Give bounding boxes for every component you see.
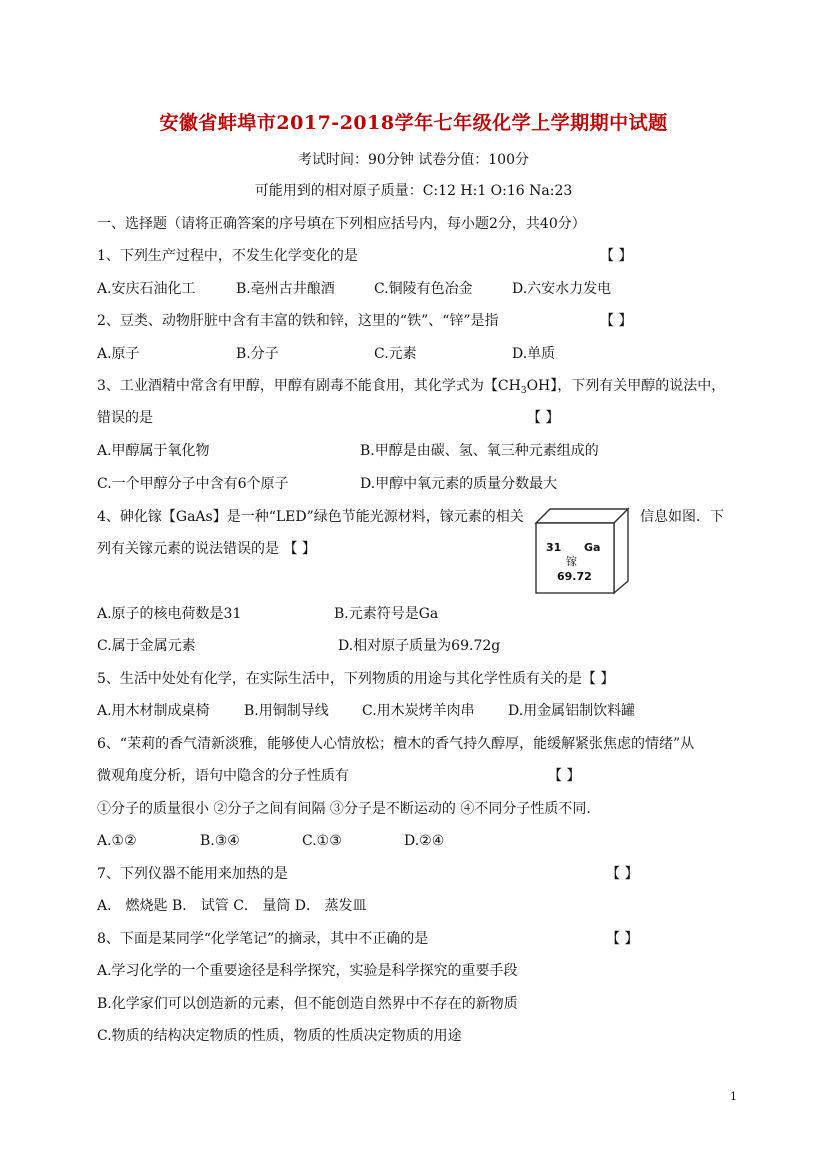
option-b: B.用铜制导线 (244, 703, 329, 719)
element-mass: 69.72 (557, 570, 592, 583)
question-4-stem: 4、砷化镓【GaAs】是一种“LED”绿色节能光源材料，镓元素的相关 (97, 509, 524, 525)
question-1-stem: 1、下列生产过程中，不发生化学变化的是 (97, 248, 358, 264)
option-b: B.化学家们可以创造新的元素，但不能创造自然界中不存在的新物质 (97, 996, 518, 1012)
option-d: D.用金属铝制饮料罐 (508, 703, 636, 719)
option-b: B.元素符号是Ga (334, 606, 439, 622)
subscript: 3 (520, 386, 527, 396)
option-a: A.①② (97, 833, 137, 849)
question-3-stem-cont: 错误的是 (97, 410, 153, 426)
option-d: D.甲醇中氧元素的质量分数最大 (360, 476, 558, 492)
element-number: 31 (546, 541, 562, 554)
answer-bracket: 【 】 (527, 410, 560, 426)
question-7-stem: 7、下列仪器不能用来加热的是 (97, 866, 288, 882)
question-5-stem: 5、生活中处处有化学，在实际生活中，下列物质的用途与其化学性质有关的是【 】 (97, 671, 615, 687)
option-a: A.学习化学的一个重要途径是科学探究，实验是科学探究的重要手段 (97, 963, 518, 979)
answer-bracket: 【 】 (600, 248, 633, 264)
molecule-properties: ①分子的质量很小 ②分子之间有间隔 ③分子是不断运动的 ④不同分子性质不同. (97, 801, 591, 817)
atomic-masses: 可能用到的相对原子质量：C:12 H:1 O:16 Na:23 (254, 183, 573, 199)
question-3-stem (97, 376, 725, 401)
question-6-stem-cont: 微观角度分析，语句中隐含的分子性质有 (97, 768, 349, 784)
question-6-stem: 6、“茉莉的香气清新淡雅，能够使人心情放松；檀木的香气持久醇厚，能缓解紧张焦虑的情绪”从 (97, 736, 695, 752)
option-c: C.物质的结构决定物质的性质，物质的性质决定物质的用途 (97, 1028, 462, 1044)
option-d: D.六安水力发电 (512, 281, 612, 297)
option-b: B.分子 (236, 346, 279, 362)
option-c: C.用木炭烤羊肉串 (362, 703, 475, 719)
section-heading: 一、选择题（请将正确答案的序号填在下列相应括号内，每小题2分，共40分） (97, 216, 586, 232)
question-2-stem: 2、豆类、动物肝脏中含有丰富的铁和锌，这里的“铁”、“锌”是指 (97, 313, 499, 329)
element-name: 镓 (566, 555, 577, 568)
answer-bracket: 【 】 (600, 313, 633, 329)
option-c: C.一个甲醇分子中含有6个原子 (97, 476, 289, 492)
option-a: A.用木材制成桌椅 (97, 703, 210, 719)
exam-info: 考试时间：90分钟 试卷分值：100分 (298, 152, 529, 168)
element-symbol: Ga (584, 541, 601, 554)
option-a: A.原子 (97, 346, 140, 362)
option-b: B.③④ (200, 833, 240, 849)
answer-bracket: 【 】 (548, 768, 581, 784)
page-number: 1 (730, 1090, 737, 1103)
stem-text: OH】，下列有关甲醇的说法中， (526, 378, 726, 394)
option-c: C.元素 (374, 346, 417, 362)
option-d: D.相对原子质量为69.72g (338, 638, 501, 654)
question-8-stem: 8、下面是某同学“化学笔记”的摘录，其中不正确的是 (97, 931, 429, 947)
answer-bracket: 【 】 (606, 931, 639, 947)
option-d: D.单质 (512, 346, 556, 362)
option-b: B.甲醇是由碳、氢、氧三种元素组成的 (360, 443, 599, 459)
option-a: A.甲醇属于氧化物 (97, 443, 210, 459)
option-c: C.属于金属元素 (97, 638, 196, 654)
exam-title: 安徽省蚌埠市2017-2018学年七年级化学上学期期中试题 (159, 112, 668, 134)
option-c: C.①③ (302, 833, 342, 849)
option-b: B.亳州古井酿酒 (236, 281, 335, 297)
question-4-stem-right: 信息如图．下 (640, 509, 724, 525)
question-7-options: A． 燃烧匙 B． 试管 C． 量筒 D． 蒸发皿 (97, 898, 367, 914)
question-4-stem-cont: 列有关镓元素的说法错误的是 【 】 (97, 541, 316, 557)
answer-bracket: 【 】 (606, 866, 639, 882)
option-d: D.②④ (404, 833, 445, 849)
option-a: A.原子的核电荷数是31 (97, 606, 242, 622)
option-c: C.铜陵有色冶金 (374, 281, 473, 297)
option-a: A.安庆石油化工 (97, 281, 196, 297)
stem-text: 3、工业酒精中常含有甲醇，甲醇有剧毒不能食用，其化学式为【CH (97, 378, 521, 394)
